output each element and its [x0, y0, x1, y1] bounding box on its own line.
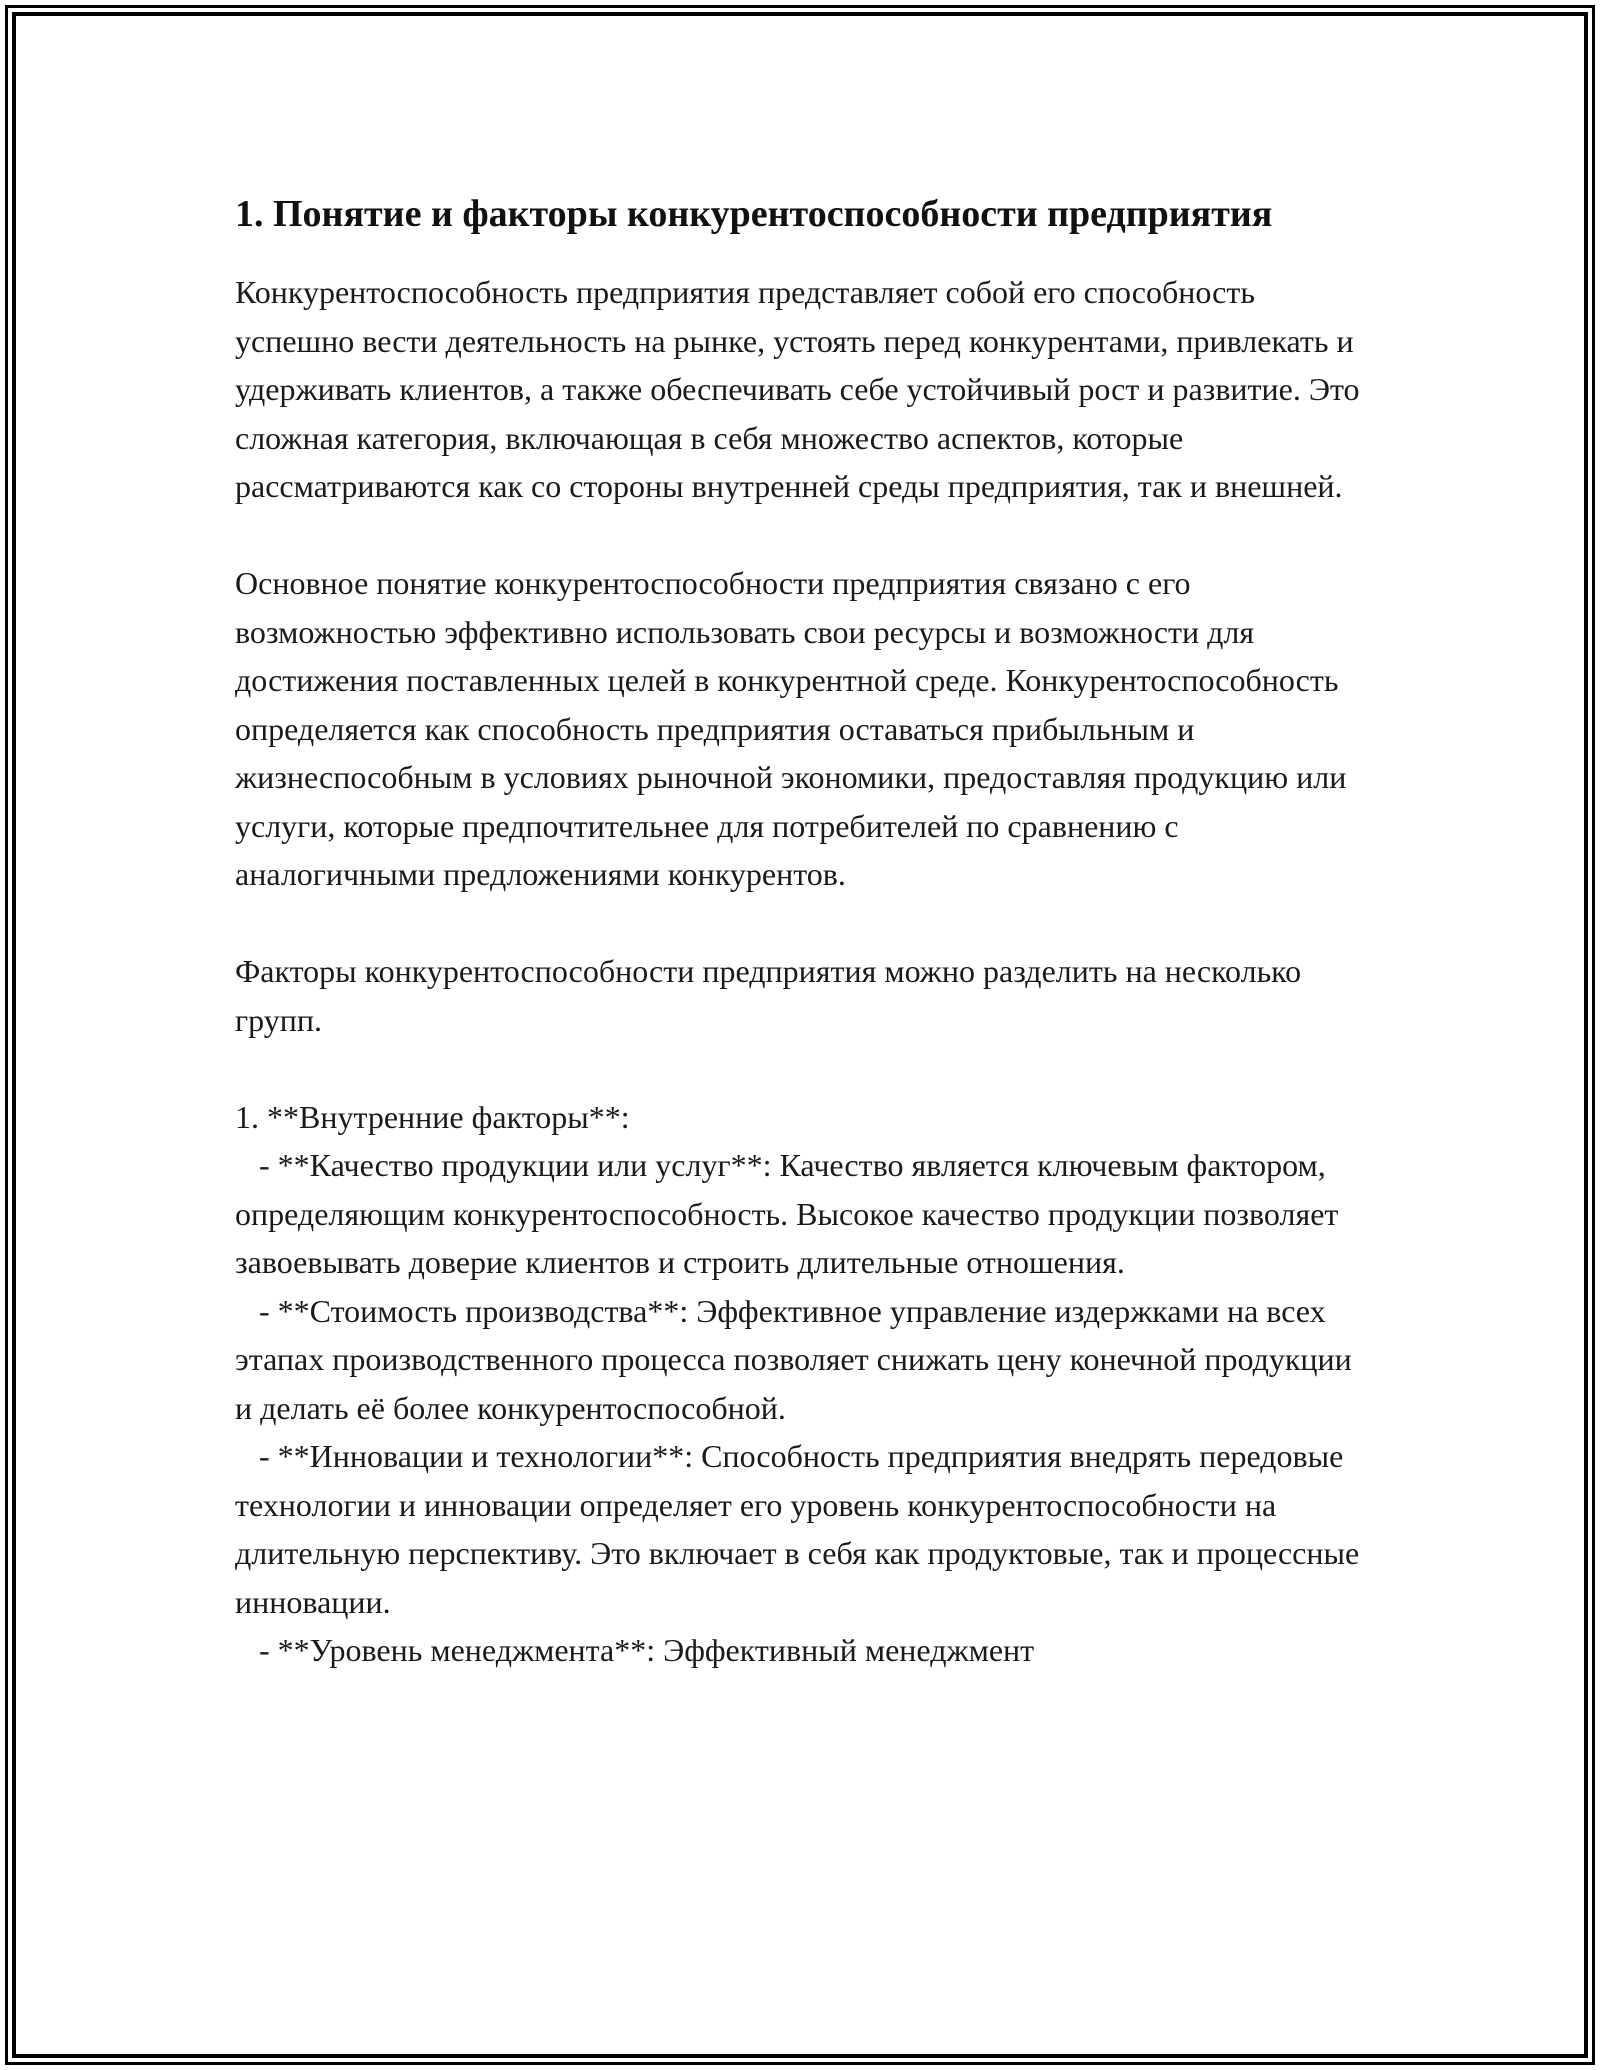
list-heading-internal-factors: 1. **Внутренние факторы**:	[235, 1098, 630, 1135]
paragraph-core-concept: Основное понятие конкурентоспособности предприятия связано с его возможностью эффективно использовать свои ресурсы и возможности для достижения поставленных целей в конкурентной среде. Конкурентоспособность определяется как способность предприятия оставаться прибыльным и жизнеспособным в условиях рыночной экономики, предоставляя продукцию или услуги, которые предпочтительнее для потребителей по сравнению с аналогичными предложениями конкурентов.	[235, 565, 1355, 892]
document-body	[235, 186, 1375, 1675]
paragraph-gap	[235, 1044, 1375, 1093]
list-item-quality: - **Качество продукции или услуг**: Качество является ключевым фактором, определяющим конкурентоспособность. Высокое качество продукции позволяет завоевывать доверие клиентов и строить длительные отношения.	[235, 1147, 1347, 1280]
paragraph-factor-groups: Факторы конкурентоспособности предприятия можно разделить на несколько групп.	[235, 953, 1310, 1038]
list-item-innovation: - **Инновации и технологии**: Способность предприятия внедрять передовые технологии и инновации определяет его уровень конкурентоспособности на длительную перспективу. Это включает в себя как продуктовые, так и процессные инновации.	[235, 1438, 1368, 1620]
paragraph-gap	[235, 899, 1375, 948]
paragraph-gap	[235, 511, 1375, 560]
paragraph-definition: Конкурентоспособность предприятия представляет собой его способность успешно вести деятельность на рынке, устоять перед конкурентами, привлекать и удерживать клиентов, а также обеспечивать себе устойчивый рост и развитие. Это сложная категория, включающая в себя множество аспектов, которые рассматриваются как со стороны внутренней среды предприятия, так и внешней.	[235, 274, 1368, 504]
document-title: 1. Понятие и факторы конкурентоспособности предприятия	[235, 193, 1273, 235]
list-item-management: - **Уровень менеджмента**: Эффективный менеджмент	[235, 1632, 1035, 1668]
list-item-production-cost: - **Стоимость производства**: Эффективное управление издержками на всех этапах производственного процесса позволяет снижать цену конечной продукции и делать её более конкурентоспособной.	[235, 1292, 1360, 1426]
